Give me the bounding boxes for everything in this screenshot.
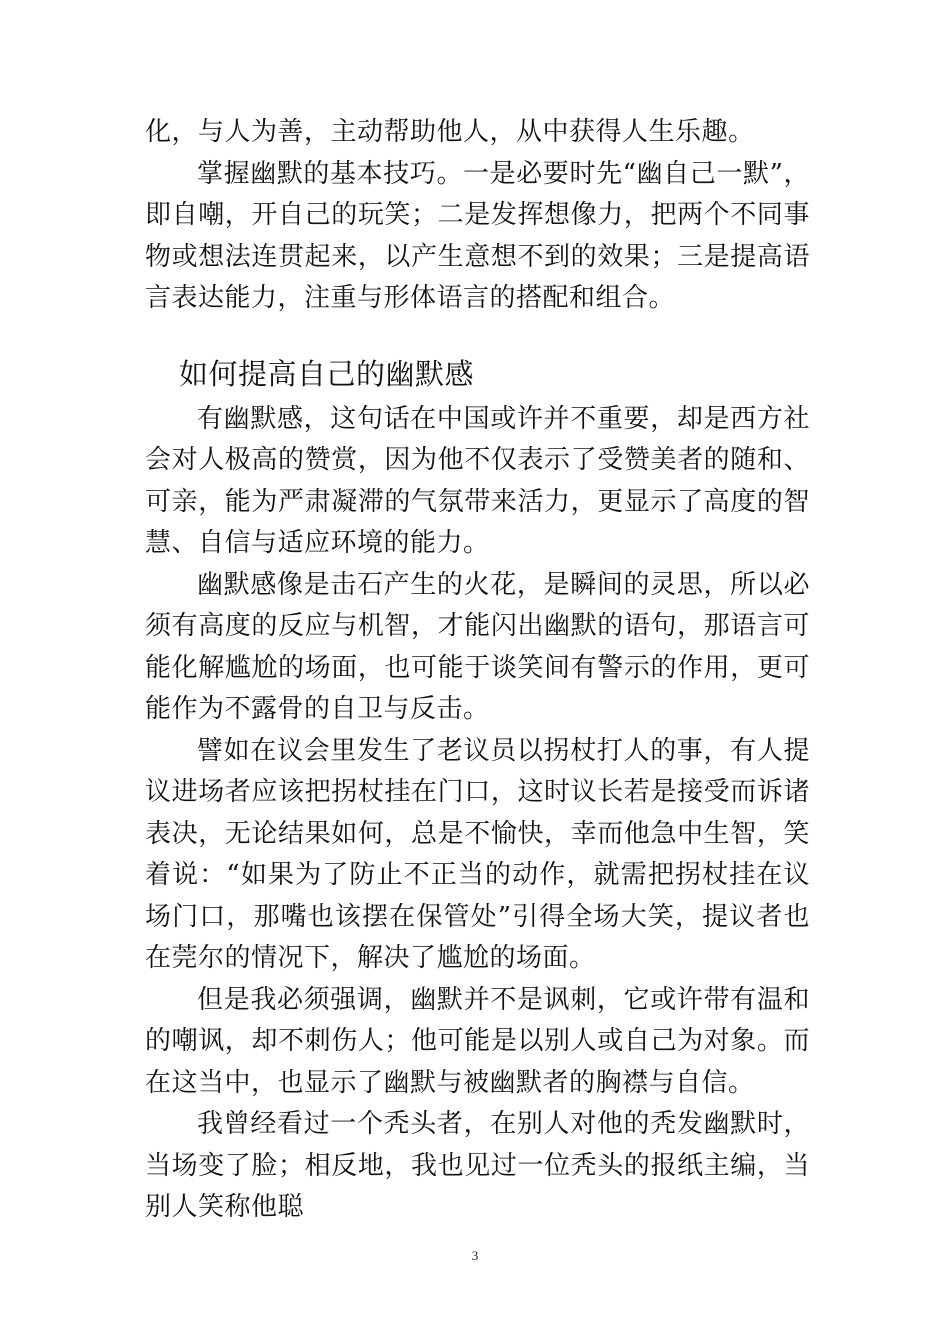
paragraph-humor-not-sarcasm: 但是我必须强调，幽默并不是讽刺，它或许带有温和的嘲讽，却不刺伤人；他可能是以别人或自己为对象。而在这当中，也显示了幽默与被幽默者的胸襟与自信。	[145, 984, 810, 1098]
paragraph-western-appreciation: 有幽默感，这句话在中国或许并不重要，却是西方社会对人极高的赞赏，因为他不仅表示了受赞美者的随和、可亲，能为严肃凝滞的气氛带来活力，更显示了高度的智慧、自信与适应环境的能力。	[145, 403, 810, 558]
paragraph-humor-techniques: 掌握幽默的基本技巧。一是必要时先“幽自己一默”，即自嘲，开自己的玩笑；二是发挥想像力，把两个不同事物或想法连贯起来，以产生意想不到的效果；三是提高语言表达能力，注重与形体语言的搭配和组合。	[145, 158, 810, 313]
section-heading: 如何提高自己的幽默感	[179, 356, 475, 391]
page-number: 3	[471, 1248, 479, 1263]
page-content	[145, 112, 810, 1229]
paragraph-bald-editor: 我曾经看过一个秃头者，在别人对他的秃发幽默时，当场变了脸；相反地，我也见过一位秃头的报纸主编，当别人笑称他聪	[145, 1109, 810, 1222]
paragraph-spark-of-humor: 幽默感像是击石产生的火花，是瞬间的灵思，所以必须有高度的反应与机智，才能闪出幽默的语句，那语言可能化解尴尬的场面，也可能于谈笑间有警示的作用，更可能作为不露骨的自卫与反击。	[145, 569, 810, 724]
paragraph-parliament-anecdote: 譬如在议会里发生了老议员以拐杖打人的事，有人提议进场者应该把拐杖挂在门口，这时议长若是接受而诉诸表决，无论结果如何，总是不愉快，幸而他急中生智，笑着说：“如果为了防止不正当的动作，就需把拐杖挂在议场门口，那嘴也该摆在保管处”引得全场大笑，提议者也在莞尔的情况下，解决了尴尬的场面。	[145, 735, 810, 973]
paragraph-continued: 化，与人为善，主动帮助他人，从中获得人生乐趣。	[145, 117, 755, 147]
